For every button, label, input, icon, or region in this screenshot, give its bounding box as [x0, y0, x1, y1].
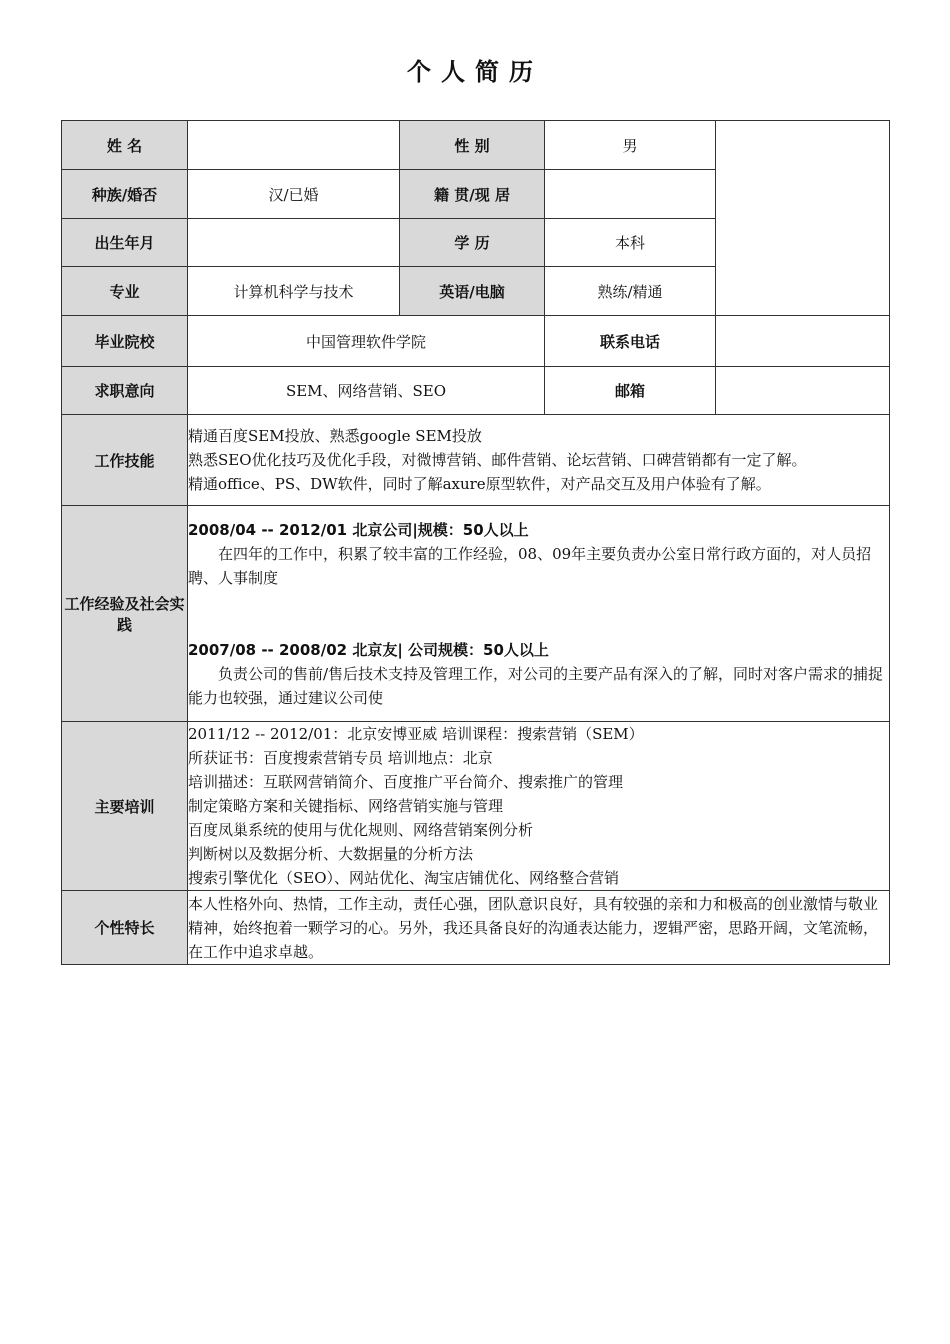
- training-line: 制定策略方案和关键指标、网络营销实施与管理: [188, 797, 504, 815]
- training-line: 所获证书：百度搜索营销专员 培训地点：北京: [188, 749, 493, 767]
- name-label: 姓 名: [62, 121, 188, 170]
- skills-label: 工作技能: [62, 415, 188, 506]
- skills-content: [188, 415, 890, 506]
- major-value: 计算机科学与技术: [188, 267, 400, 316]
- job-header: 2007/08 -- 2008/02 北京友| 公司规模：50人以上: [188, 640, 549, 659]
- training-line: 搜索引擎优化（SEO）、网站优化、淘宝店铺优化、网络整合营销: [188, 869, 620, 887]
- experience-content: [188, 506, 890, 722]
- phone-label: 联系电话: [545, 316, 716, 367]
- ethnicity-label: 种族/婚否: [62, 170, 188, 219]
- photo-area: [716, 121, 890, 316]
- phone-value: [716, 316, 890, 367]
- intent-value: SEM、网络营销、SEO: [188, 367, 545, 415]
- training-label: 主要培训: [62, 722, 188, 891]
- training-line: 培训描述：互联网营销简介、百度推广平台简介、搜索推广的管理: [188, 773, 624, 791]
- ethnicity-value: 汉/已婚: [188, 170, 400, 219]
- english-value: 熟练/精通: [545, 267, 716, 316]
- email-label: 邮箱: [545, 367, 716, 415]
- birth-label: 出生年月: [62, 219, 188, 267]
- gender-label: 性 别: [400, 121, 545, 170]
- intent-label: 求职意向: [62, 367, 188, 415]
- experience-label: 工作经验及社会实践: [62, 506, 188, 722]
- page-title: 个人简历: [407, 58, 543, 86]
- skills-line: 精通百度SEM投放、熟悉google SEM投放: [188, 427, 482, 445]
- birth-value: [188, 219, 400, 267]
- skills-line: 熟悉SEO优化技巧及优化手段，对微博营销、邮件营销、论坛营销、口碑营销都有一定了解。: [188, 451, 807, 469]
- job-description: 负责公司的售前/售后技术支持及管理工作，对公司的主要产品有深入的了解，同时对客户需求的捕捉能力也较强，通过建议公司使: [188, 664, 884, 707]
- training-line: 判断树以及数据分析、大数据量的分析方法: [188, 845, 474, 863]
- job-header: 2008/04 -- 2012/01 北京公司|规模：50人以上: [188, 520, 529, 539]
- hometown-value: [545, 170, 716, 219]
- personality-label: 个性特长: [62, 891, 188, 965]
- education-label: 学 历: [400, 219, 545, 267]
- personality-text: 本人性格外向、热情，工作主动，责任心强，团队意识良好，具有较强的亲和力和极高的创业激情与敬业精神，始终抱着一颗学习的心。另外，我还具备良好的沟通表达能力，逻辑严密，思路开阔，文笔流畅，在工作中追求卓越。: [188, 891, 890, 965]
- training-line: 2011/12 -- 2012/01：北京安博亚威 培训课程：搜索营销（SEM）: [188, 725, 644, 743]
- major-label: 专业: [62, 267, 188, 316]
- email-value: [716, 367, 890, 415]
- hometown-label: 籍 贯/现 居: [400, 170, 545, 219]
- school-label: 毕业院校: [62, 316, 188, 367]
- education-value: 本科: [545, 219, 716, 267]
- resume-table: [61, 120, 890, 965]
- name-value: [188, 121, 400, 170]
- training-content: [188, 722, 890, 891]
- english-label: 英语/电脑: [400, 267, 545, 316]
- gender-value: 男: [545, 121, 716, 170]
- school-value: 中国管理软件学院: [188, 316, 545, 367]
- job-description: 在四年的工作中，积累了较丰富的工作经验，08、09年主要负责办公室日常行政方面的，对人员招聘、人事制度: [188, 544, 872, 587]
- skills-line: 精通office、PS、DW软件，同时了解axure原型软件，对产品交互及用户体验有了解。: [188, 475, 771, 493]
- training-line: 百度凤巢系统的使用与优化规则、网络营销案例分析: [188, 821, 534, 839]
